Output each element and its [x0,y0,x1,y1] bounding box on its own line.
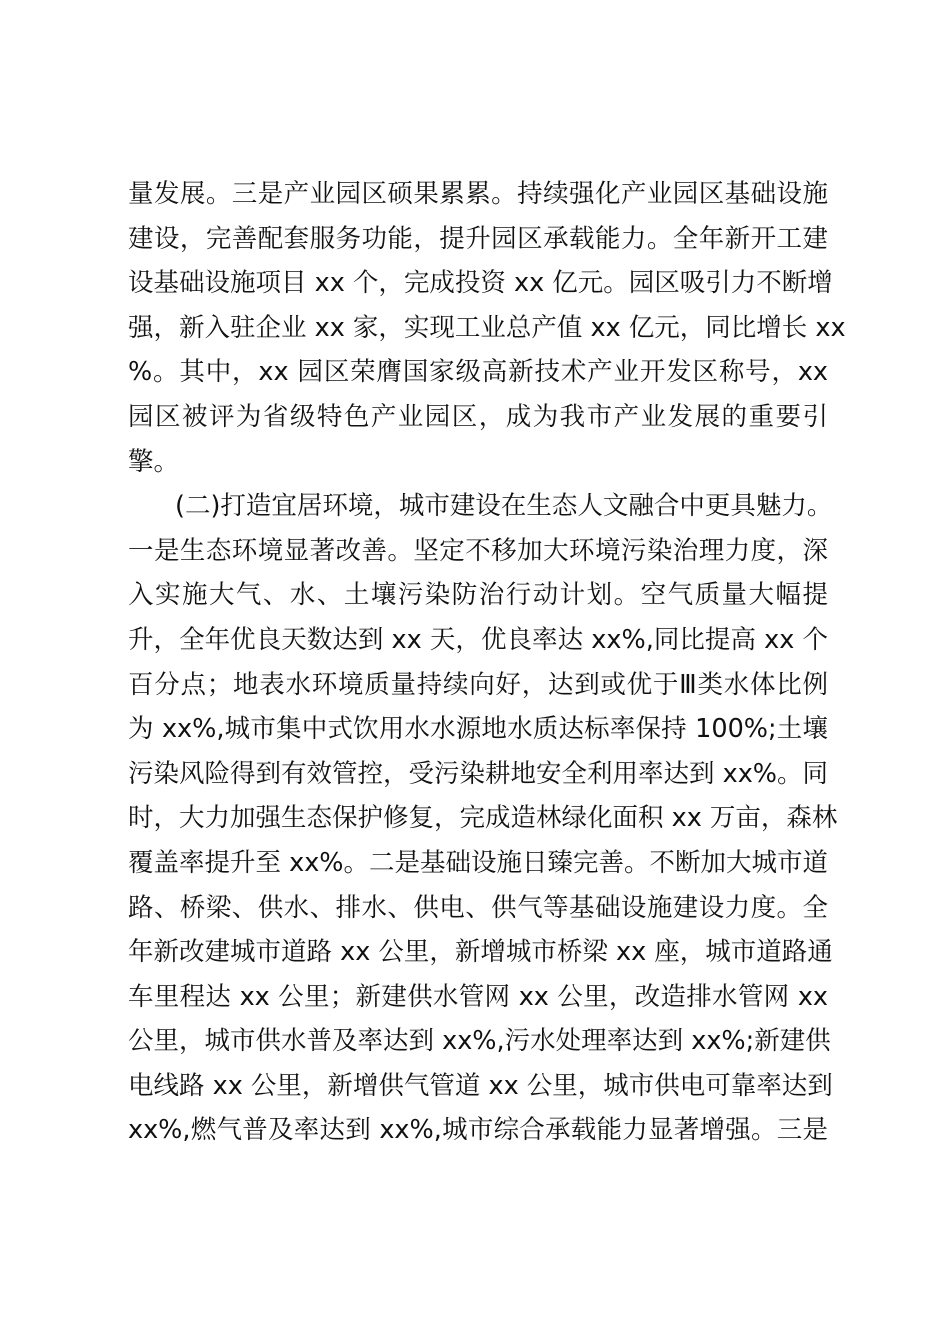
text-line: %。其中，xx 园区荣膺国家级高新技术产业开发区称号，xx [128,357,828,388]
text-line: 公里，城市供水普及率达到 xx%,污水处理率达到 xx%;新建供 [128,1026,831,1057]
text-line: 路、桥梁、供水、排水、供电、供气等基础设施建设力度。全 [128,892,828,923]
text-line: 电线路 xx 公里，新增供气管道 xx 公里，城市供电可靠率达到 [128,1070,833,1101]
text-line: 入实施大气、水、土壤污染防治行动计划。空气质量大幅提 [128,580,828,611]
text-line: 污染风险得到有效管控，受污染耕地安全利用率达到 xx%。同 [128,758,829,789]
text-line: 百分点；地表水环境质量持续向好，达到或优于Ⅲ类水体比例 [128,669,828,700]
text-line: 为 xx%,城市集中式饮用水水源地水质达标率保持 100%;土壤 [128,714,828,745]
text-line: 升，全年优良天数达到 xx 天，优良率达 xx%,同比提高 xx 个 [128,624,828,655]
text-line: (二)打造宜居环境，城市建设在生态人文融合中更具魅力。 [175,491,833,522]
paragraph-industrial-parks [128,172,846,484]
paragraph-livable-environment [128,484,838,1153]
text-line: 强，新入驻企业 xx 家，实现工业总产值 xx 亿元，同比增长 xx [128,312,846,343]
text-line: 设基础设施项目 xx 个，完成投资 xx 亿元。园区吸引力不断增 [128,268,833,299]
text-line: 覆盖率提升至 xx%。二是基础设施日臻完善。不断加大城市道 [128,847,829,878]
text-line: 园区被评为省级特色产业园区，成为我市产业发展的重要引 [128,401,828,432]
text-line: 量发展。三是产业园区硕果累累。持续强化产业园区基础设施 [128,179,828,209]
text-line: 时，大力加强生态保护修复，完成造林绿化面积 xx 万亩，森林 [128,803,838,834]
text-line: xx%,燃气普及率达到 xx%,城市综合承载能力显著增强。三是 [128,1115,828,1146]
text-line: 年新改建城市道路 xx 公里，新增城市桥梁 xx 座，城市道路通 [128,937,833,968]
text-line: 一是生态环境显著改善。坚定不移加大环境污染治理力度，深 [128,535,828,566]
text-line: 车里程达 xx 公里；新建供水管网 xx 公里，改造排水管网 xx [128,981,828,1012]
text-line: 擎。 [128,446,180,477]
document-body [128,172,846,1153]
text-line: 建设，完善配套服务功能，提升园区承载能力。全年新开工建 [128,223,828,254]
